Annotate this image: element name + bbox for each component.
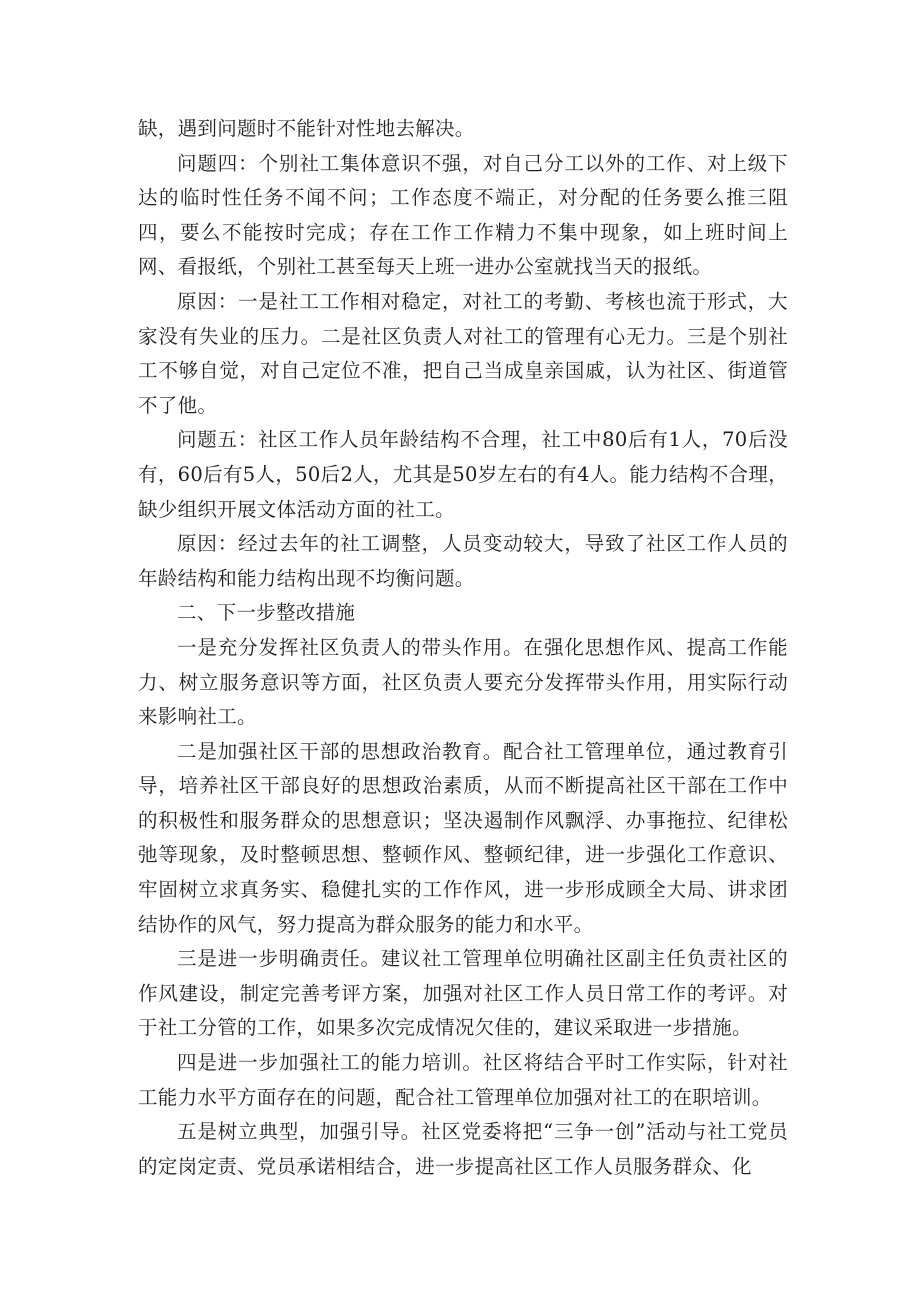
- paragraph-continuation: 缺，遇到问题时不能针对性地去解决。: [138, 117, 475, 140]
- paragraph-measure-five: 五是树立典型，加强引导。社区党委将把“三争一创”活动与社工党员的定岗定责、党员承诺相结合，进一步提高社区工作人员服务群众、化: [138, 1120, 788, 1178]
- paragraph-measure-one: 一是充分发挥社区负责人的带头作用。在强化思想作风、提高工作能力、树立服务意识等方面，社区负责人要充分发挥带头作用，用实际行动来影响社工。: [138, 635, 788, 729]
- paragraph-cause-four: 原因：一是社工工作相对稳定，对社工的考勤、考核也流于形式，大家没有失业的压力。二是社区负责人对社工的管理有心无力。三是个别社工不够自觉，对自己定位不准，把自己当成皇亲国戚，认为社区、街道管不了他。: [138, 289, 788, 417]
- paragraph-measure-four: 四是进一步加强社工的能力培训。社区将结合平时工作实际，针对社工能力水平方面存在的问题，配合社工管理单位加强对社工的在职培训。: [138, 1051, 788, 1109]
- paragraph-cause-five: 原因：经过去年的社工调整，人员变动较大，导致了社区工作人员的年龄结构和能力结构出现不均衡问题。: [138, 532, 788, 590]
- paragraph-measure-two: 二是加强社区干部的思想政治教育。配合社工管理单位，通过教育引导，培养社区干部良好的思想政治素质，从而不断提高社区干部在工作中的积极性和服务群众的思想意识；坚决遏制作风飘浮、办事拖拉、纪律松弛等现象，及时整顿思想、整顿作风、整顿纪律，进一步强化工作意识、牢固树立求真务实、稳健扎实的工作作风，进一步形成顾全大局、讲求团结协作的风气，努力提高为群众服务的能力和水平。: [138, 739, 788, 936]
- section-heading-measures: 二、下一步整改措施: [177, 601, 356, 625]
- paragraph-problem-five: 问题五：社区工作人员年龄结构不合理，社工中80后有1人，70后没有，60后有5人，50后2人，尤其是50岁左右的有4人。能力结构不合理，缺少组织开展文体活动方面的社工。: [138, 428, 788, 521]
- paragraph-problem-four: 问题四：个别社工集体意识不强，对自己分工以外的工作、对上级下达的临时性任务不闻不问；工作态度不端正，对分配的任务要么推三阻四，要么不能按时完成；存在工作工作精力不集中现象，如上班时间上网、看报纸，个别社工甚至每天上班一进办公室就找当天的报纸。: [138, 151, 788, 279]
- paragraph-measure-three: 三是进一步明确责任。建议社工管理单位明确社区副主任负责社区的作风建设，制定完善考评方案，加强对社区工作人员日常工作的考评。对于社工分管的工作，如果多次完成情况欠佳的，建议采取进一步措施。: [138, 947, 788, 1040]
- document-body: [138, 112, 788, 1184]
